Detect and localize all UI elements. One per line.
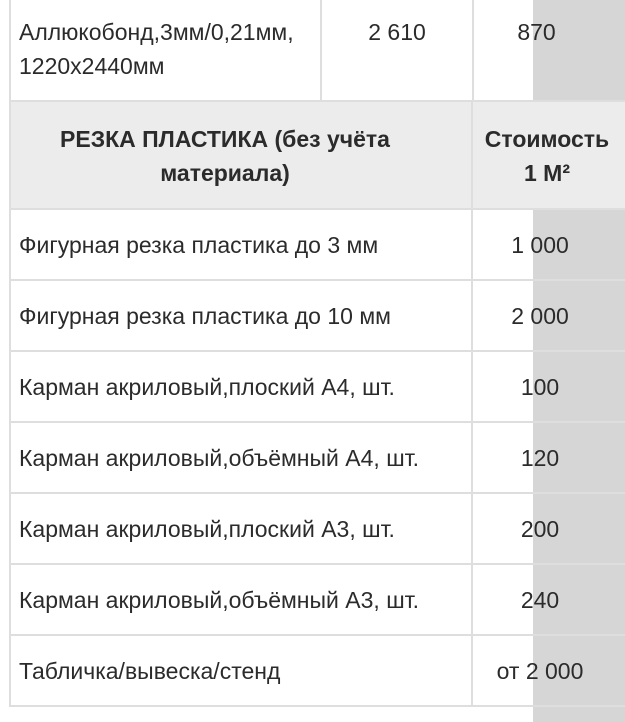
item-price: 2 000 [511,303,569,329]
item-price: 870 [517,19,556,45]
table-row [9,423,625,494]
table-row [9,281,625,352]
item-name: Карман акриловый,плоский А4, шт. [11,352,473,421]
item-name: Карман акриловый,плоский А3, шт. [11,494,473,563]
section-header [9,102,625,210]
item-price: 1 000 [511,232,569,258]
item-price: 120 [520,445,560,471]
item-name: Фигурная резка пластика до 3 мм [11,210,473,279]
item-price: 200 [520,516,560,542]
item-price: 240 [520,587,560,613]
table-row [9,352,625,423]
cost-column-header [473,102,625,208]
item-price: от 2 000 [496,658,584,684]
table-row [9,210,625,281]
section-title [11,102,473,208]
section-title-line1: РЕЗКА ПЛАСТИКА (без учёта [60,126,390,152]
table-row [9,494,625,565]
item-name-line2: 1220х2440мм [19,53,165,79]
table-row [9,636,625,707]
item-name: Карман акриловый,объёмный А4, шт. [11,423,473,492]
item-name [11,0,322,100]
item-name-line1: Аллюкобонд,3мм/0,21мм, [19,19,294,45]
item-price-mid: 2 610 [322,0,474,100]
item-name: Карман акриловый,объёмный А3, шт. [11,565,473,634]
item-price: 100 [520,374,560,400]
section-title-line2: материала) [160,160,290,186]
cost-header-line2: 1 М² [524,160,570,186]
item-name: Табличка/вывеска/стенд [11,636,473,705]
table-row [9,565,625,636]
item-name: Фигурная резка пластика до 10 мм [11,281,473,350]
cost-header-line1: Стоимость [484,126,610,152]
table-row [9,0,625,102]
